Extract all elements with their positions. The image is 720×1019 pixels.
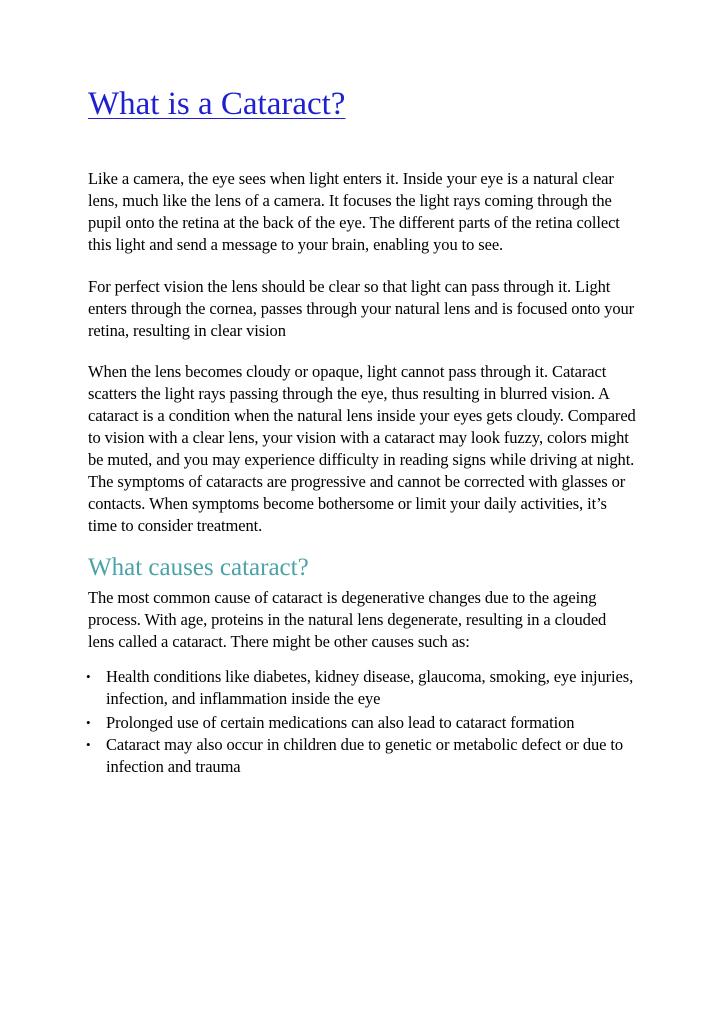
list-item-text: Cataract may also occur in children due to genetic or metabolic defect or due to infection and trauma: [106, 735, 624, 776]
causes-heading: What causes cataract?: [88, 554, 309, 581]
list-item: [88, 734, 636, 778]
list-item: [88, 666, 636, 710]
lens-clarity-paragraph: For perfect vision the lens should be clear so that light can pass through it. Light enters through the cornea, passes through your natural lens and is focused onto your retina, resulting in clear vision: [88, 277, 635, 340]
bullet-icon: •: [86, 715, 91, 730]
intro-paragraph: Like a camera, the eye sees when light enters it. Inside your eye is a natural clear lens, much like the lens of a camera. It focuses the light rays coming through the pupil onto the retina at the back of the eye. The different parts of the retina collect this light and send a message to your brain, enabling you to see.: [88, 169, 620, 254]
page-title: What is a Cataract?: [88, 86, 346, 122]
bullet-icon: •: [86, 669, 91, 684]
document-body: [88, 168, 636, 778]
cloudy-lens-paragraph: When the lens becomes cloudy or opaque, light cannot pass through it. Cataract scatters the light rays passing through the eye, thus resulting in blurred vision. A cataract is a condition when the natural lens inside your eyes gets cloudy. Compared to vision with a clear lens, your vision with a cataract may look fuzzy, colors might be muted, and you may experience difficulty in reading signs while driving at night. The symptoms of cataracts are progressive and cannot be corrected with glasses or contacts. When symptoms become bothersome or limit your daily activities, it’s time to consider treatment.: [88, 362, 636, 535]
list-item-text: Prolonged use of certain medications can also lead to cataract formation: [106, 713, 575, 732]
causes-intro-paragraph: The most common cause of cataract is degenerative changes due to the ageing process. With age, proteins in the natural lens degenerate, resulting in a clouded lens called a cataract. There might be other causes such as:: [88, 588, 607, 651]
bullet-icon: •: [86, 737, 91, 752]
causes-list: [88, 666, 636, 778]
list-item: [88, 712, 636, 734]
list-item-text: Health conditions like diabetes, kidney disease, glaucoma, smoking, eye injuries, infection, and inflammation inside the eye: [106, 667, 634, 708]
